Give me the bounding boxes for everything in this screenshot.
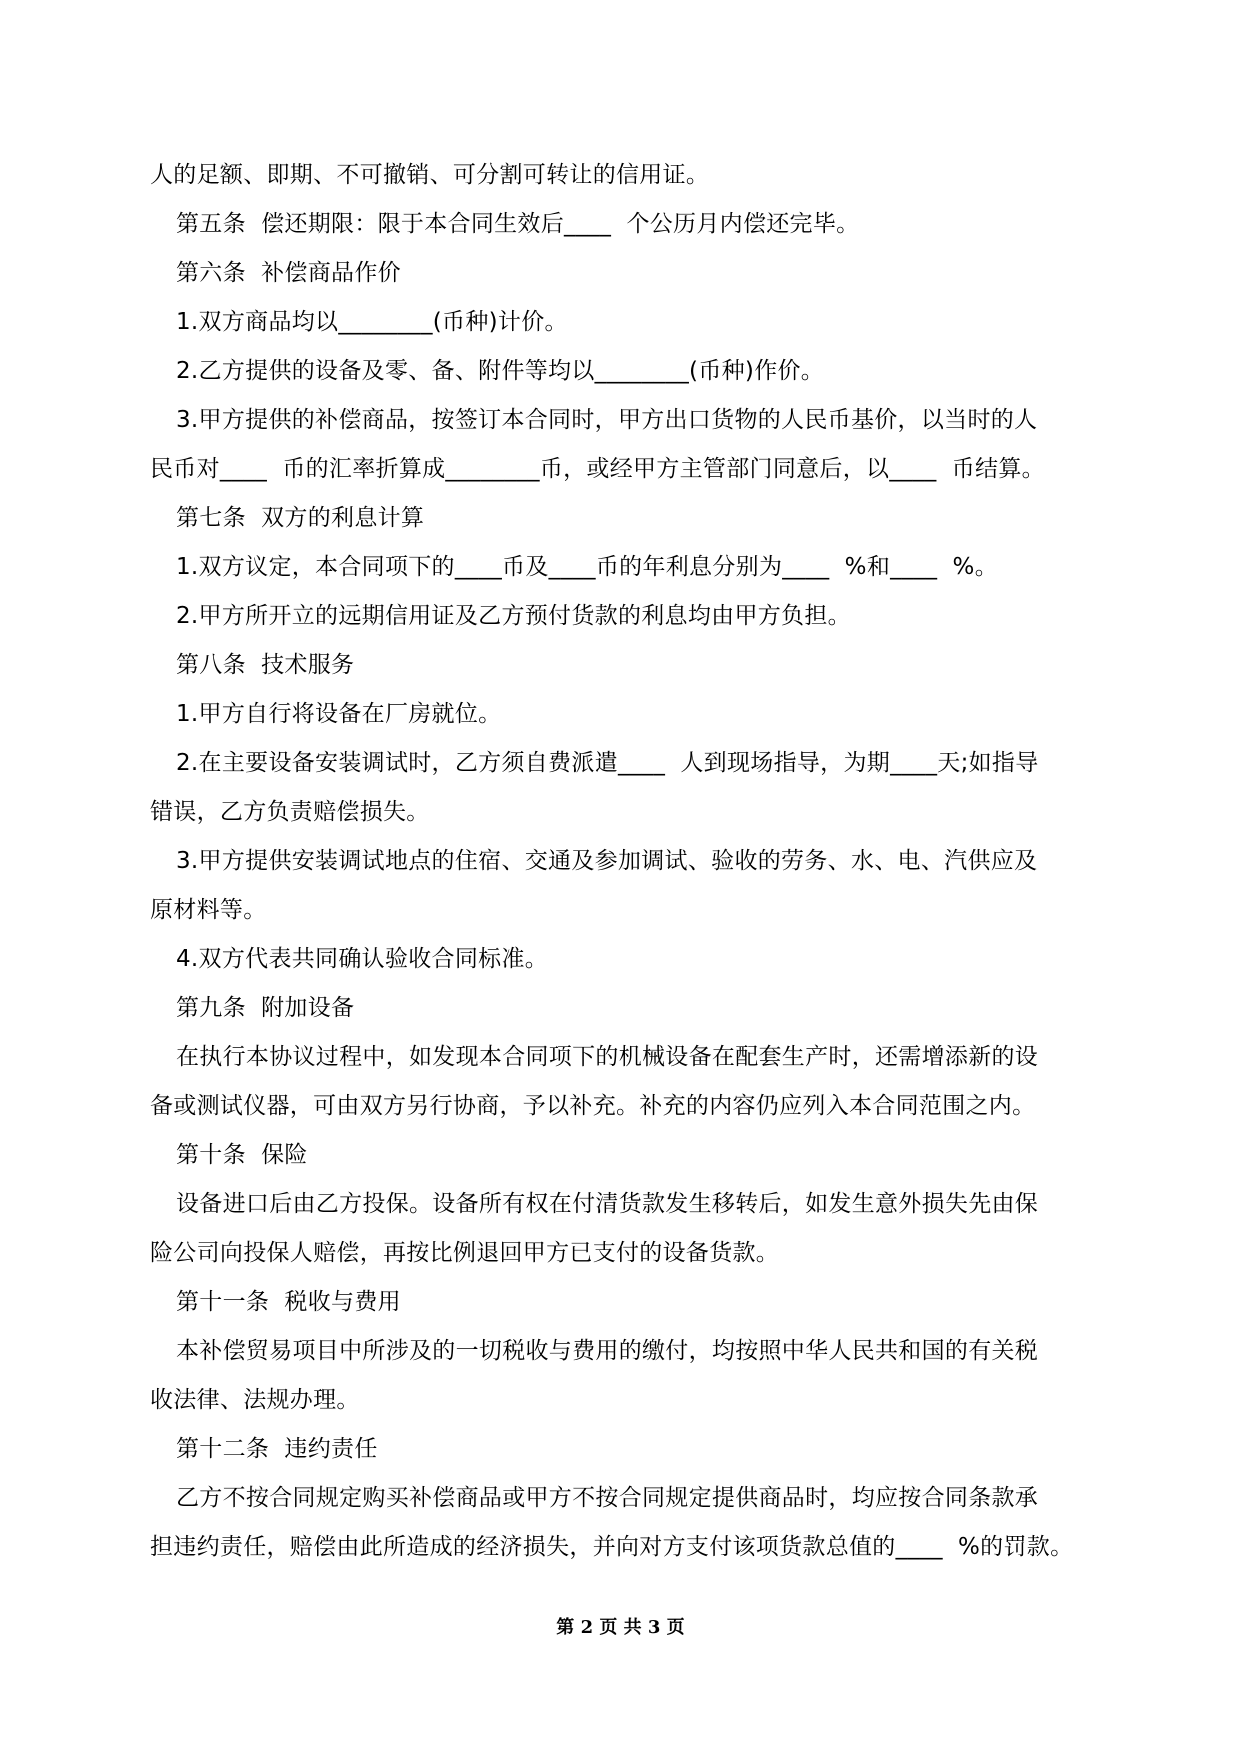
paragraph-line: 收法律、法规办理。 (150, 1387, 360, 1413)
page-number-footer: 第 2 页 共 3 页 (556, 1617, 685, 1638)
article-10-heading: 第十条 保险 (176, 1142, 308, 1168)
article-9-heading: 第九条 附加设备 (176, 995, 355, 1021)
article-7-heading: 第七条 双方的利息计算 (176, 505, 425, 531)
paragraph-line: 2.乙方提供的设备及零、备、附件等均以________(币种)作价。 (176, 358, 825, 384)
paragraph-line: 乙方不按合同规定购买补偿商品或甲方不按合同规定提供商品时，均应按合同条款承 (176, 1485, 1039, 1511)
paragraph-line: 本补偿贸易项目中所涉及的一切税收与费用的缴付，均按照中华人民共和国的有关税 (176, 1338, 1039, 1364)
article-12-heading: 第十二条 违约责任 (176, 1436, 378, 1462)
paragraph-line: 4.双方代表共同确认验收合同标准。 (176, 946, 549, 972)
paragraph-line: 2.在主要设备安装调试时，乙方须自费派遣____ 人到现场指导，为期____天;如指导 (176, 750, 1039, 776)
paragraph-line: 错误，乙方负责赔偿损失。 (150, 799, 430, 825)
paragraph-line: 3.甲方提供安装调试地点的住宿、交通及参加调试、验收的劳务、水、电、汽供应及 (176, 848, 1038, 874)
article-6-heading: 第六条 补偿商品作价 (176, 260, 401, 286)
paragraph-line: 原材料等。 (150, 897, 267, 923)
paragraph-line: 1.双方议定，本合同项下的____币及____币的年利息分别为____ %和____ %。 (176, 554, 998, 580)
paragraph-line: 人的足额、即期、不可撤销、可分割可转让的信用证。 (150, 162, 710, 188)
article-8-heading: 第八条 技术服务 (176, 652, 355, 678)
article-11-heading: 第十一条 税收与费用 (176, 1289, 401, 1315)
paragraph-line: 在执行本协议过程中，如发现本合同项下的机械设备在配套生产时，还需增添新的设 (176, 1044, 1039, 1070)
paragraph-line: 担违约责任，赔偿由此所造成的经济损失，并向对方支付该项货款总值的____ %的罚款。 (150, 1534, 1074, 1560)
paragraph-line: 备或测试仪器，可由双方另行协商，予以补充。补充的内容仍应列入本合同范围之内。 (150, 1093, 1036, 1119)
paragraph-line: 1.甲方自行将设备在厂房就位。 (176, 701, 502, 727)
paragraph-line: 2.甲方所开立的远期信用证及乙方预付货款的利息均由甲方负担。 (176, 603, 851, 629)
paragraph-line: 3.甲方提供的补偿商品，按签订本合同时，甲方出口货物的人民币基价，以当时的人 (176, 407, 1038, 433)
paragraph-line: 民币对____ 币的汇率折算成________币，或经甲方主管部门同意后，以____ 币结算。 (150, 456, 1045, 482)
paragraph-line: 设备进口后由乙方投保。设备所有权在付清货款发生移转后，如发生意外损失先由保 (176, 1191, 1039, 1217)
article-5-heading: 第五条 偿还期限：限于本合同生效后____ 个公历月内偿还完毕。 (176, 211, 860, 237)
paragraph-line: 1.双方商品均以________(币种)计价。 (176, 309, 568, 335)
paragraph-line: 险公司向投保人赔偿，再按比例退回甲方已支付的设备货款。 (150, 1240, 780, 1266)
